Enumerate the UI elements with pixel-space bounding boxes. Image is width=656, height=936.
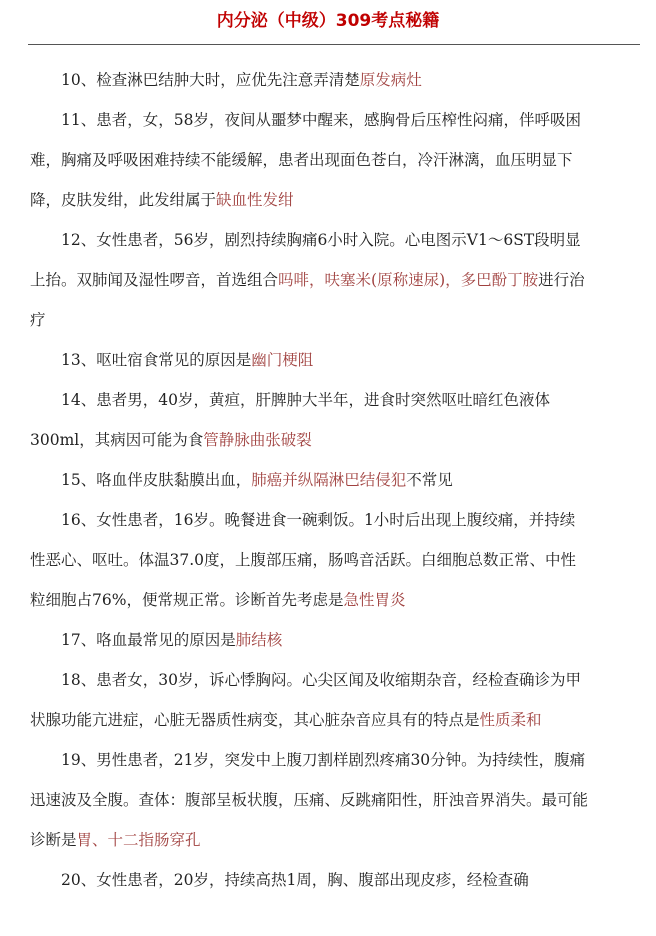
question-item: [30, 740, 590, 860]
question-text: 19、男性患者，21岁，突发中上腹刀割样剧烈疼痛30分钟。为持续性，腹痛迅速波及全腹。查体：腹部呈板状腹，压痛、反跳痛阳性，肝浊音界消失。最可能诊断是: [30, 751, 589, 849]
page-header: [0, 0, 656, 46]
answer-highlight: 缺血性发绀: [216, 191, 294, 209]
question-item: [30, 100, 590, 220]
question-text: 10、检查淋巴结肿大时，应优先注意弄清楚: [61, 71, 360, 89]
question-text: 17、咯血最常见的原因是: [61, 631, 236, 649]
question-text: 11、患者，女，58岁，夜间从噩梦中醒来，感胸骨后压榨性闷痛，伴呼吸困难，胸痛及呼吸困难持续不能缓解，患者出现面色苍白，冷汗淋漓，血压明显下降，皮肤发绀，此发绀属于: [30, 111, 581, 209]
question-text: 14、患者男，40岁，黄疸，肝脾肿大半年，进食时突然呕吐暗红色液体300ml，其病因可能为食: [30, 391, 550, 449]
page-title: 内分泌（中级）309考点秘籍: [216, 11, 440, 31]
question-text: 18、患者女，30岁，诉心悸胸闷。心尖区闻及收缩期杂音，经检查确诊为甲状腺功能亢进症，心脏无器质性病变，其心脏杂音应具有的特点是: [30, 671, 581, 729]
question-item: [30, 340, 590, 380]
question-text: 12、女性患者，56岁，剧烈持续胸痛6小时入院。心电图示V1～6ST段明显上抬。双肺闻及湿性啰音，首选组合: [30, 231, 581, 289]
answer-highlight: 肺结核: [235, 631, 283, 649]
question-item: [30, 660, 590, 740]
answer-highlight: 性质柔和: [479, 711, 542, 729]
question-item: [30, 380, 590, 460]
answer-highlight: 胃、十二指肠穿孔: [76, 831, 201, 849]
answer-highlight: 管静脉曲张破裂: [203, 431, 312, 449]
answer-highlight: 幽门梗阻: [251, 351, 314, 369]
question-text: 15、咯血伴皮肤黏膜出血，: [61, 471, 252, 489]
answer-highlight: 肺癌并纵隔淋巴结侵犯: [251, 471, 407, 489]
question-text: 20、女性患者，20岁，持续高热1周，胸、腹部出现皮疹，经检查确: [61, 871, 529, 889]
question-item: [30, 620, 590, 660]
answer-highlight: 原发病灶: [359, 71, 422, 89]
question-tail: 进行治疗: [30, 271, 585, 329]
question-text: 16、女性患者，16岁。晚餐进食一碗剩饭。1小时后出现上腹绞痛，并持续性恶心、呕吐。体温37.0度，上腹部压痛，肠鸣音活跃。白细胞总数正常、中性粒细胞占76%，便常规正常。诊断首先考虑是: [30, 511, 577, 609]
question-list: [30, 60, 590, 900]
question-item: [30, 460, 590, 500]
question-text: 13、呕吐宿食常见的原因是: [61, 351, 252, 369]
question-item: [30, 220, 590, 340]
header-rule: [28, 44, 640, 45]
question-item: [30, 60, 590, 100]
question-tail: 不常见: [406, 471, 453, 489]
question-item: [30, 860, 590, 900]
question-item: [30, 500, 590, 620]
answer-highlight: 急性胃炎: [343, 591, 406, 609]
answer-highlight: 吗啡，呋塞米(原称速尿)，多巴酚丁胺: [278, 271, 539, 289]
